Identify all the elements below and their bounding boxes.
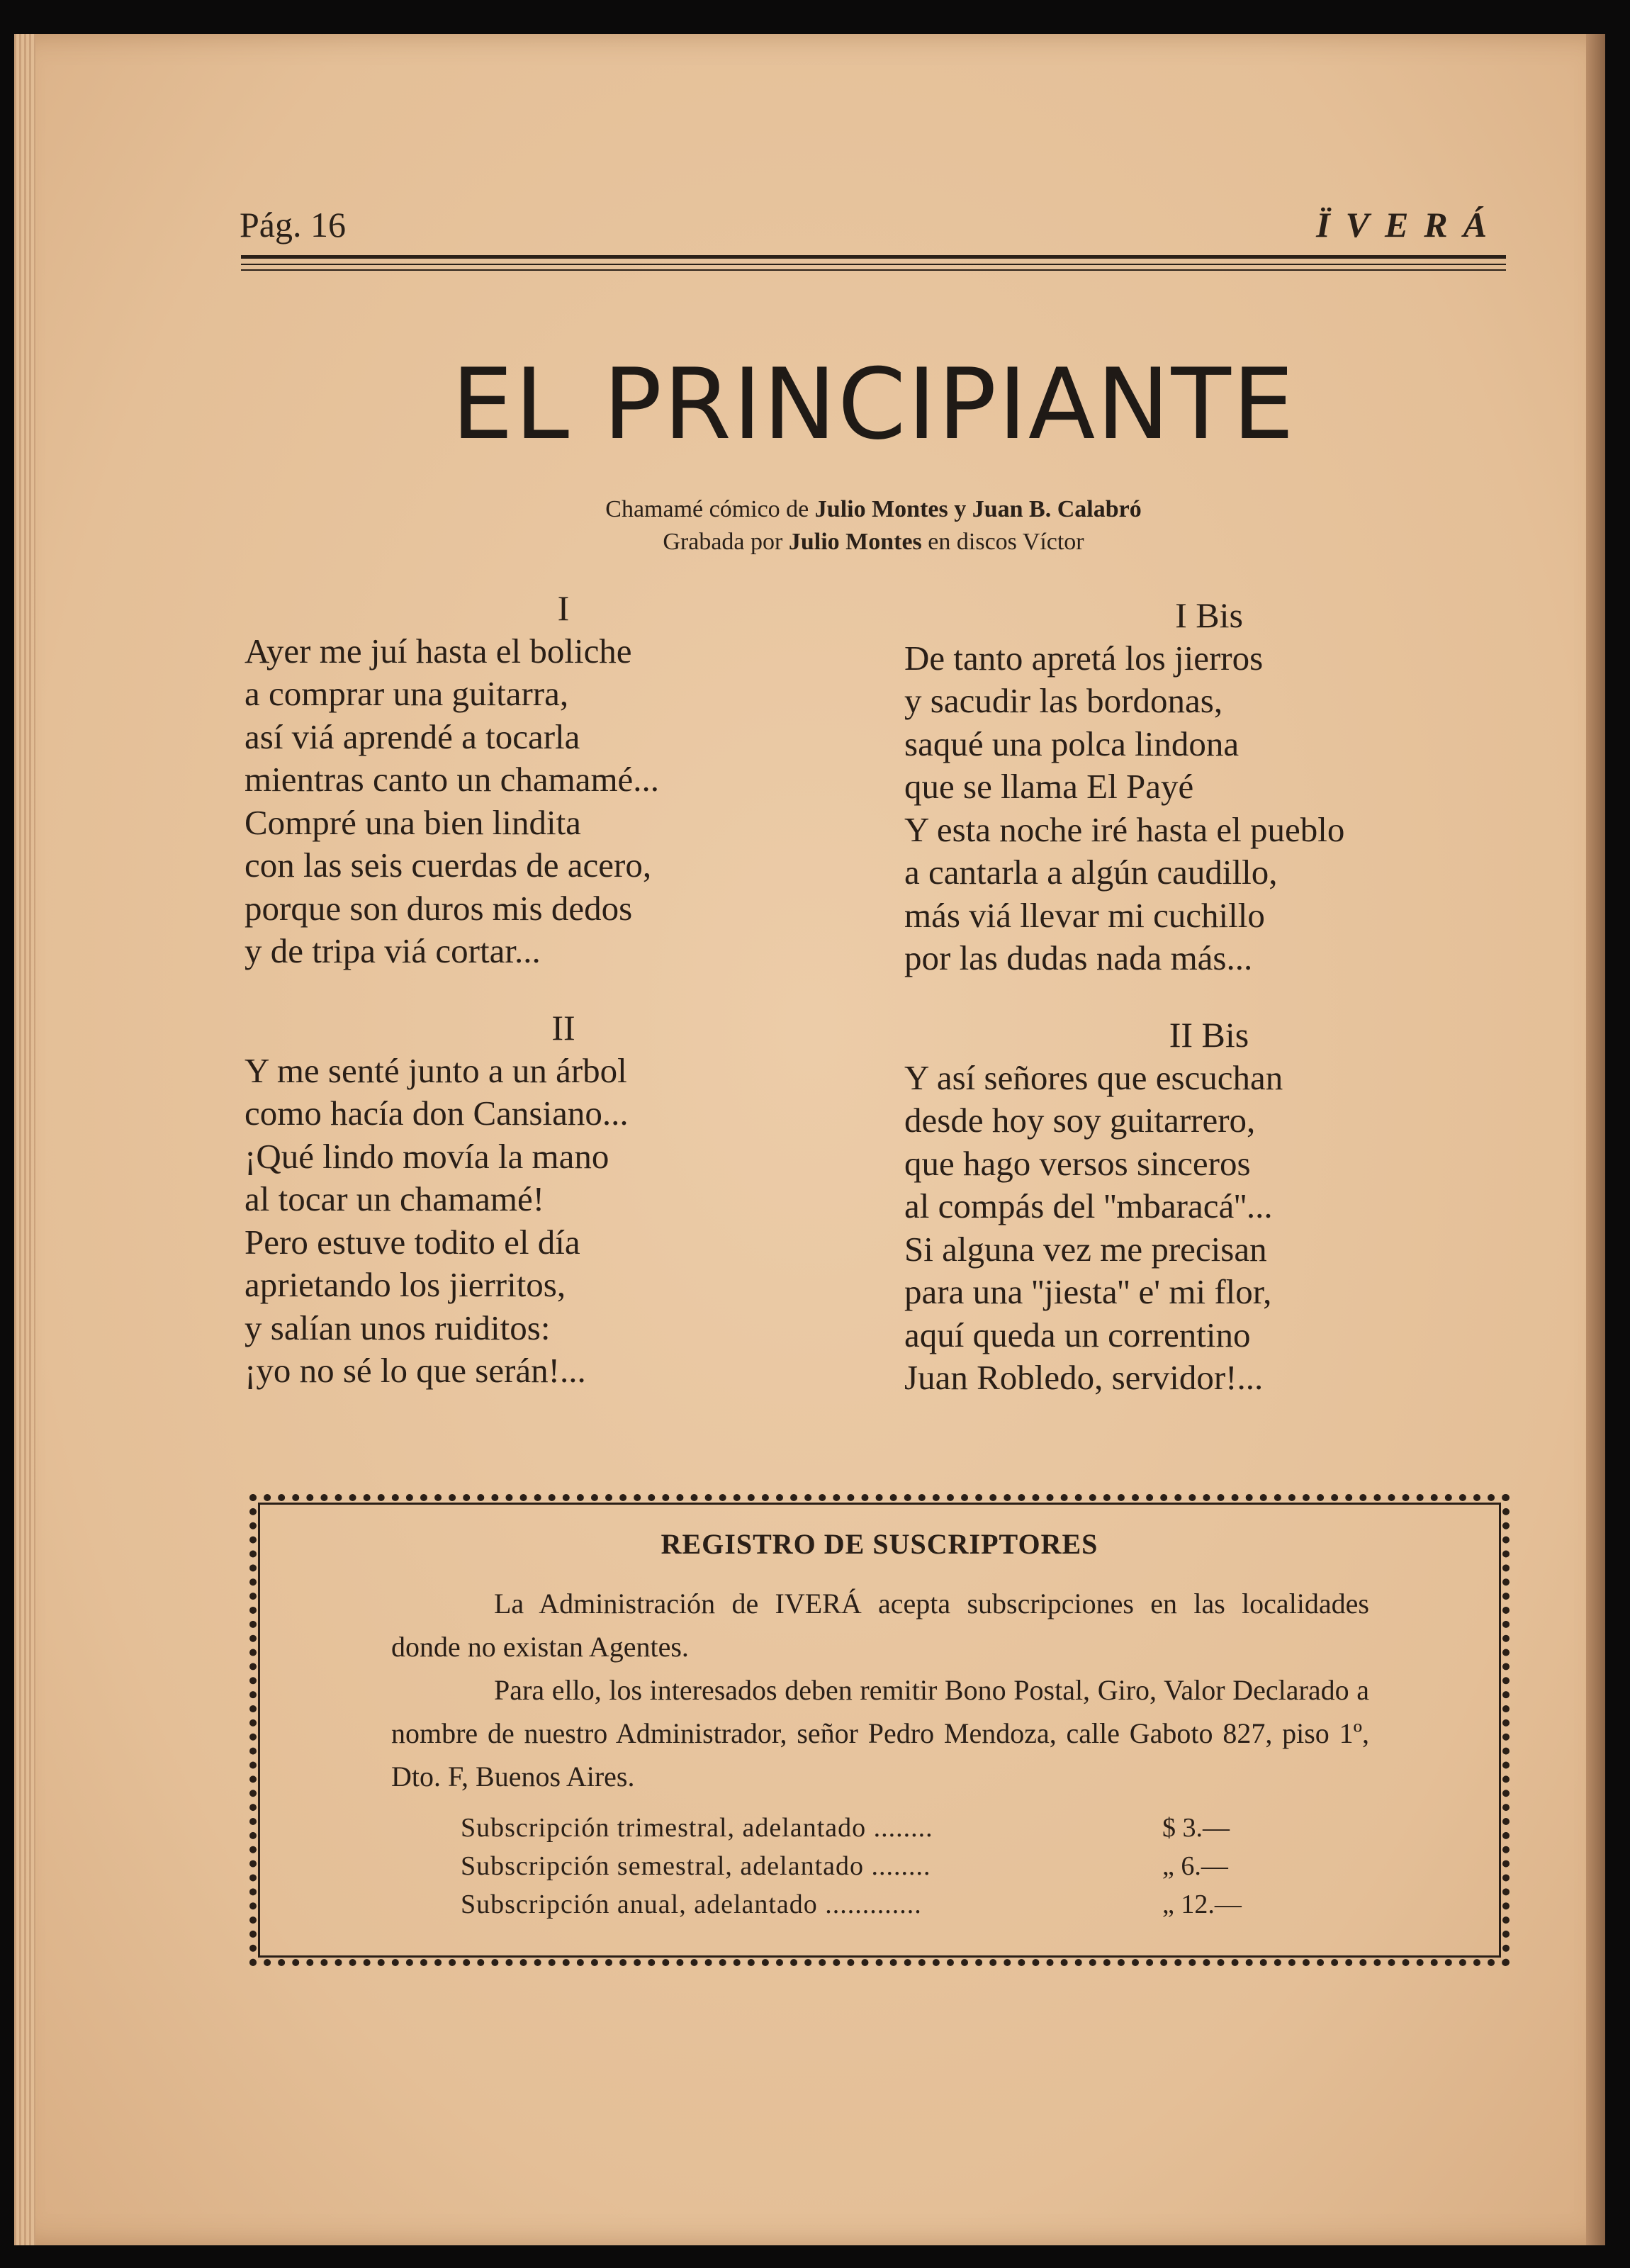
verse-line: Ayer me juí hasta el boliche [244, 631, 632, 670]
verse-line: Y así señores que escuchan [904, 1057, 1283, 1097]
credit-join: y [954, 496, 967, 522]
rate-price: „ 12.— [1162, 1890, 1242, 1919]
verse-line: porque son duros mis dedos [244, 888, 633, 928]
verse-line: y salían unos ruiditos: [244, 1308, 551, 1347]
magazine-name: ÏVERÁ [1316, 205, 1502, 245]
recording-prefix: Grabada por [663, 529, 783, 555]
rate-label: Subscripción trimestral, adelantado ........ [461, 1813, 933, 1843]
verse-line: aquí queda un correntino [904, 1315, 1251, 1354]
article-recording-line [241, 529, 1506, 556]
header-rule [241, 269, 1506, 271]
verse-line: Pero estuve todito el día [244, 1222, 580, 1262]
stanza-heading: II Bis [1169, 1015, 1249, 1055]
verse-line: como hacía don Cansiano... [244, 1094, 629, 1133]
stanza-ii-bis [904, 1014, 1514, 1400]
verse-line: ¡Qué lindo movía la mano [244, 1136, 609, 1176]
stanza-lines [244, 630, 882, 973]
stanza-heading: I Bis [1175, 595, 1243, 635]
verse-line: más viá llevar mi cuchillo [904, 895, 1265, 935]
verse-line: al compás del ''mbaracá''... [904, 1186, 1273, 1225]
subscription-rates [461, 1809, 1311, 1924]
rate-price: „ 6.— [1162, 1851, 1228, 1881]
verse-line: ¡yo no sé lo que serán!... [244, 1351, 586, 1390]
rate-label: Subscripción semestral, adelantado ........ [461, 1851, 931, 1881]
verse-line: Y me senté junto a un árbol [244, 1050, 627, 1090]
verse-line: y de tripa viá cortar... [244, 931, 541, 970]
stanza-i [244, 587, 882, 973]
registry-title: REGISTRO DE SUSCRIPTORES [661, 1528, 1098, 1560]
credit-author: Julio Montes [814, 496, 948, 522]
registry-paragraph: La Administración de IVERÁ acepta subscripciones en las localidades donde no existan Agentes. [391, 1588, 1369, 1663]
article-credit-line [241, 496, 1506, 523]
verse-line: Juan Robledo, servidor!... [904, 1358, 1264, 1397]
verse-line: que hago versos sinceros [904, 1143, 1251, 1183]
verse-line: al tocar un chamamé! [244, 1179, 545, 1218]
page-number: Pág. 16 [240, 205, 346, 245]
recording-suffix: en discos Víctor [928, 529, 1084, 555]
rate-row [461, 1847, 1311, 1885]
stanza-i-bis [904, 594, 1514, 980]
verse-line: Y esta noche iré hasta el pueblo [904, 809, 1345, 849]
registry-paragraph: Para ello, los interesados deben remitir Bono Postal, Giro, Valor Declarado a nombre de nuestro Administrador, señor Pedro Mendoza, calle Gaboto 827, piso 1º, Dto. F, Buenos Aires. [391, 1674, 1369, 1792]
rate-label: Subscripción anual, adelantado ............. [461, 1890, 922, 1919]
header-rule [241, 264, 1506, 265]
verse-line: y sacudir las bordonas, [904, 681, 1223, 720]
stanza-lines [904, 637, 1514, 980]
verse-line: mientras canto un chamamé... [244, 760, 660, 799]
verse-line: para una ''jiesta'' e' mi flor, [904, 1272, 1272, 1311]
page-gutter-shadow [1586, 34, 1605, 2245]
stanza-lines [244, 1050, 882, 1393]
stanza-lines [904, 1057, 1514, 1400]
verse-line: con las seis cuerdas de acero, [244, 846, 652, 885]
verse-line: que se llama El Payé [904, 767, 1194, 806]
verse-line: a cantarla a algún caudillo, [904, 853, 1278, 892]
verse-line: así viá aprendé a tocarla [244, 717, 580, 756]
verse-line: Compré una bien lindita [244, 802, 581, 842]
verse-line: por las dudas nada más... [904, 938, 1253, 977]
verse-line: desde hoy soy guitarrero, [904, 1101, 1256, 1140]
verse-line: saqué una polca lindona [904, 724, 1240, 763]
rate-row [461, 1885, 1311, 1924]
stanza-ii [244, 1006, 882, 1393]
rate-price: $ 3.— [1162, 1813, 1230, 1843]
credit-author: Juan B. Calabró [972, 496, 1142, 522]
article-title: EL PRINCIPIANTE [451, 347, 1296, 461]
header-rule [241, 255, 1506, 259]
verse-line: aprietando los jierritos, [244, 1265, 566, 1304]
recording-artist: Julio Montes [788, 529, 922, 555]
verse-line: a comprar una guitarra, [244, 674, 569, 713]
stanza-heading: II [551, 1008, 575, 1048]
verse-line: De tanto apretá los jierros [904, 638, 1264, 678]
rate-row [461, 1809, 1311, 1847]
credit-prefix: Chamamé cómico de [605, 496, 809, 522]
stanza-heading: I [557, 588, 570, 628]
page-stack-edge [14, 34, 35, 2245]
verse-line: Si alguna vez me precisan [904, 1229, 1267, 1269]
